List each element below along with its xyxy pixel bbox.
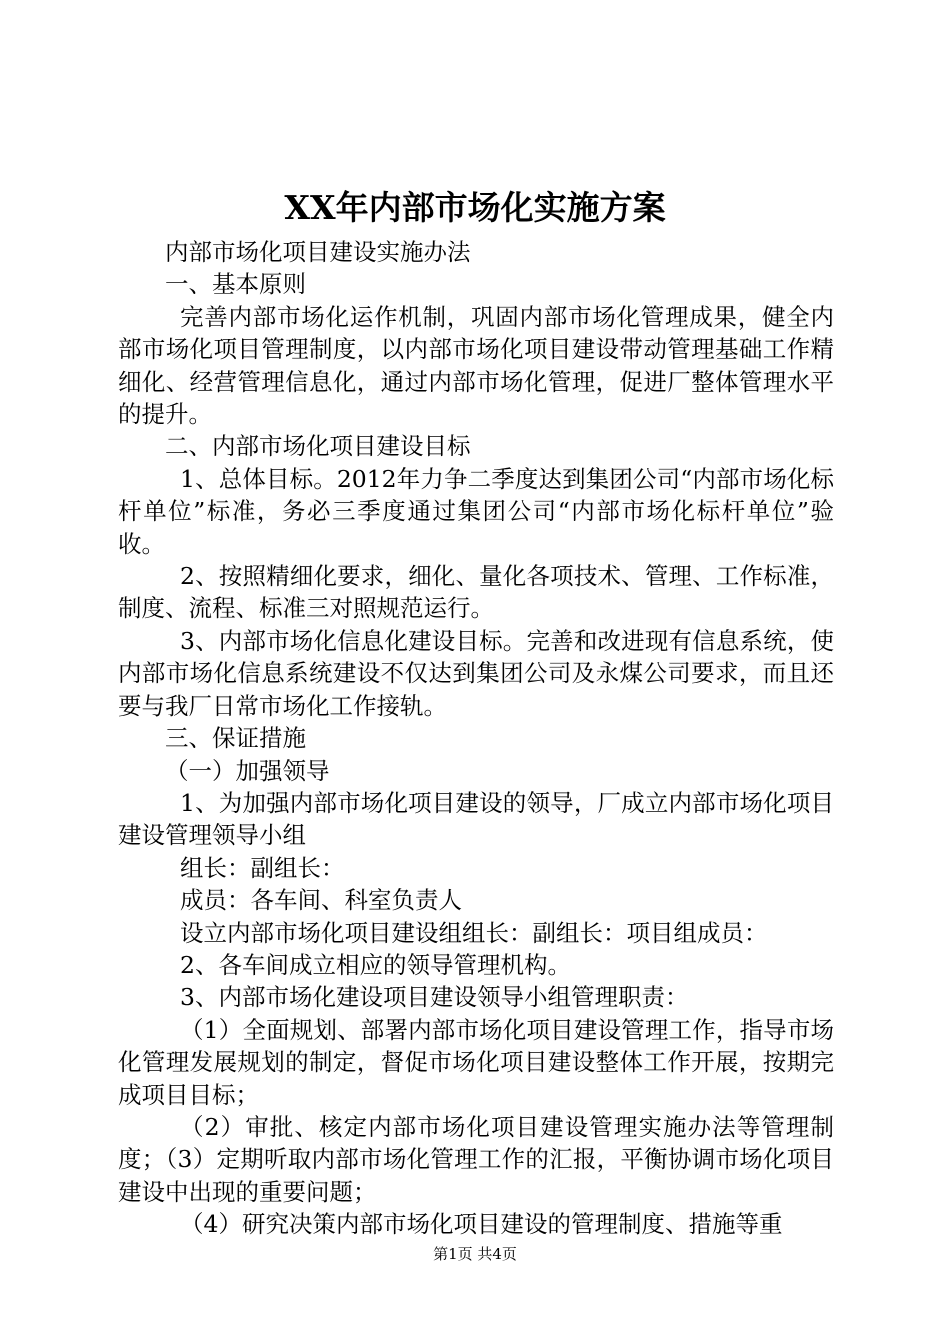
paragraph-leadership-2: 2、各车间成立相应的领导管理机构。 xyxy=(180,950,571,979)
paragraph-goal-1: 1、总体目标。2012年力争二季度达到集团公司“内部市场化标杆单位”标准，务必三季度通过集团公司“内部市场化标杆单位”验收。 xyxy=(118,464,834,558)
paragraph-project-group: 设立内部市场化项目建设组组长：副组长：项目组成员： xyxy=(180,918,768,947)
paragraph-goal-2: 2、按照精细化要求，细化、量化各项技术、管理、工作标准，制度、流程、标准三对照规范运行。 xyxy=(118,562,834,623)
paragraph-principles: 完善内部市场化运作机制，巩固内部市场化管理成果，健全内部市场化项目管理制度，以内部市场化项目建设带动管理基础工作精细化、经营管理信息化，通过内部市场化管理，促进厂整体管理水平的提升。 xyxy=(118,302,834,429)
document-body xyxy=(118,236,834,1241)
paragraph-duty-4: （4）研究决策内部市场化项目建设的管理制度、措施等重 xyxy=(180,1210,783,1239)
paragraph-goal-3: 3、内部市场化信息化建设目标。完善和改进现有信息系统，使内部市场化信息系统建设不仅达到集团公司及永煤公司要求，而且还要与我厂日常市场化工作接轨。 xyxy=(118,626,834,720)
section-heading-measures: 三、保证措施 xyxy=(165,724,306,753)
paragraph-leaders: 组长：副组长： xyxy=(180,853,345,882)
paragraph-subtitle: 内部市场化项目建设实施办法 xyxy=(165,238,471,266)
paragraph-leadership-3: 3、内部市场化建设项目建设领导小组管理职责： xyxy=(180,983,689,1012)
paragraph-leadership-1: 1、为加强内部市场化项目建设的领导，厂成立内部市场化项目建设管理领导小组 xyxy=(118,788,834,850)
page-footer: 第1页 共4页 xyxy=(433,1245,517,1263)
section-heading-goals: 二、内部市场化项目建设目标 xyxy=(165,432,471,461)
paragraph-duty-2-3: （2）审批、核定内部市场化项目建设管理实施办法等管理制度；（3）定期听取内部市场化管理工作的汇报，平衡协调市场化项目建设中出现的重要问题； xyxy=(118,1112,834,1206)
document-title: XX年内部市场化实施方案 xyxy=(284,188,666,227)
section-heading-basic-principles: 一、基本原则 xyxy=(165,270,306,299)
subsection-heading-leadership: （一）加强领导 xyxy=(165,756,330,785)
paragraph-members: 成员：各车间、科室负责人 xyxy=(180,886,462,915)
paragraph-duty-1: （1）全面规划、部署内部市场化项目建设管理工作，指导市场化管理发展规划的制定，督促市场化项目建设整体工作开展，按期完成项目目标； xyxy=(118,1015,834,1109)
